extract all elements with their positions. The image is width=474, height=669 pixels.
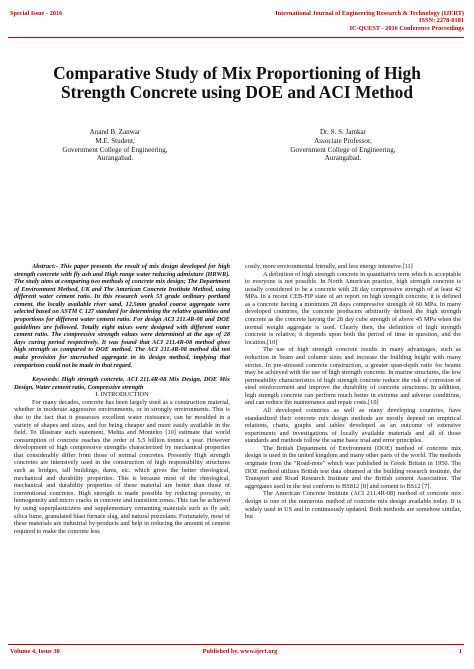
body-paragraph: The British Department of Environment (DOE) method of concrete mix design is used in the united kingdom and many other parts of the world. The methods originate from the "Road-note" which was published in Greek Britain in 1950. The DOE method utilizes British test data obtained at the building research institute, the Transport and Road Research Institute and the British cement Association. The aggregates used in the test conform to BS812 [8] and cement to BS12 [7]. [245,444,461,490]
intro-paragraph: For many decades, concrete has been largely used as a construction material, whether in moderate aggressive environments, or in strongly environments. This is due to the fact that it possesses excellent water resistance, can be moulded in a variety of shapes and sizes, and for being cheaper and more easily available in the field. To illustrate such statement, Mehta and Monteiro [10] estimate that world consumption of concrete reaches the order of 5.5 billion tonnes a year. However development of high compressive strengths characterized by mechanical properties that considerably differ from those of normal concretes. Presently High strength concretes are intensively used in the construction of high responsibility structures such as bridges, tall buildings, dams, etc. which gives the better rheological, mechanical and durability properties. This is because most of the rheological, mechanical and durability properties of these material are better than those of conventional concretes. High strength is made possible by reducing porosity, in homogeneity and micro cracks in concrete and transition zones. This can be achieved by using superplasticizers and supplementary cementing materials such as fly ash, silica fume, granulated blast furnace slag, and natural pozzolans. Fortunately, most of these materials are industrial by-products and help in reducing the amount of cement required to make the concrete less [14,398,230,535]
author-block-1 [40,128,190,163]
author-affiliation: Government College of Engineering, [290,145,396,154]
section-heading-introduction: I. INTRODUCTION [95,391,149,399]
journal-header [275,10,464,32]
author-block-2 [268,128,418,163]
body-paragraph: costly, more environmental friendly, and less energy intensive.[11] [245,263,413,270]
journal-name: International Journal of Engineering Research & Technology (IJERT) [275,10,464,17]
body-paragraph: The American Concrete Institute (ACI 211.4R-08) method of concrete mix design is one of the numerous method of concrete mix design available today. It is widely used in US and in continuously updated. Both methods are somehow similar, but [245,490,461,521]
keywords-text: High strength concrete, ACI 211.4R-08 Mix Design, DOE Mix Design, Water cement ratio, Compressive strength [14,376,230,391]
abstract-label: Abstract:- [32,263,58,270]
keywords-label: Keywords: [32,376,60,384]
footer-rule [8,644,464,645]
header-rule [8,37,464,38]
volume-label: Volume 4, Issue 30 [10,648,60,655]
title-line-1: Comparative Study of Mix Proportioning of High [53,63,421,83]
right-column [245,263,461,521]
conference-name: IC-QUEST - 2016 Conference Proceedings [349,24,464,32]
left-column [14,263,230,535]
abstract-text: This paper presents the result of mix design developed for high strength concrete with fly ash and High range water reducing admixture (HRWR). The study aims at comparing two methods of concrete mix design; The Department of Environment Method, UK and The American Concrete Institute Method, using different water cement ratio. In this research work 53 grade ordinary portland cement, the locally available river sand, 12.5mm graded coarse aggregate were selected based on ASTM C 127 standard for determining the relative quantities and proportions for different water cement ratio. For design ACI 211.4R-08 and DOE guidelines are followed. Totally eight mixes were designed with different water cement ratio. The compressive strength values were determined at the age of 28 days curing period respectively. It was found that ACI 211.4R-08 method gives high strength as compared to DOE method. The ACI 211.4R-08 method did not make provision for uncrushed aggregate in its design method, implying that comparison could not be made in that regard. [14,263,230,369]
title-line-2: Strength Concrete using DOE and ACI Method [60,82,414,102]
body-paragraph: A definition of high strength concrete in quantitative term which is acceptable to everyone is not possible. In North American practice, high strength concrete is usually considered to be a concrete with 28 day compressive strength of at least 42 MPa. In a recent CEB-FIP state of art report on high strength concrete, it is defined as a concrete having a minimum 28 days compressive strength of 60 MPa. In many developed countries, the concrete producers arbitrarily defined the high strength concrete as the concrete having the 28 day cube strength of above 45 MPa when the normal weight aggregate is used. Clearly then, the definition of high strength concrete is relative; it depends upon both the period of time in question, and the location.[10] [245,270,461,346]
issn: ISSN: 2278-0181 [419,17,464,25]
author-role: Associate Professor, [314,136,372,145]
author-name: Anand B. Zanwar [89,128,141,136]
page-number: 1 [458,648,462,655]
author-city: Aurangabad. [324,154,362,163]
paper-title [10,64,464,102]
publisher-label: Published by, www.ijert.org [202,648,278,655]
author-name: Dr. S. S. Jamkar [319,128,367,136]
keywords [14,376,230,391]
author-affiliation: Government College of Engineering, [62,145,168,154]
abstract [14,263,230,369]
issue-label: Special Issue - 2016 [10,10,63,17]
author-city: Aurangabad. [96,154,134,163]
body-paragraph: The use of high strength concrete results in many advantages, such as reduction in beam and column sizes and increase the building height with many stories. In pre-stressed concrete construction, a greater span-depth ratio for beams may be achieved with the use of high strength concrete. In marine structures, the low permeability characteristics of high strength concrete reduce the risk of corrosion of steel reinforcement and improve the durability of concrete structures. In addition, high strength concrete can perform much better in extreme and adverse conditions, and can reduce the maintenance and repair costs.[10] [245,346,461,407]
author-role: M.E. Student, [95,136,135,145]
body-paragraph: All developed countries as well as many developing countries, have standardized their concrete mix design methods are mostly depend on empirical relations, charts, graphs and tables developed as an outcome of extensive experiments and investigations of locally available materials and all of those standards and methods follow the same basic trial and error principles. [245,406,461,445]
